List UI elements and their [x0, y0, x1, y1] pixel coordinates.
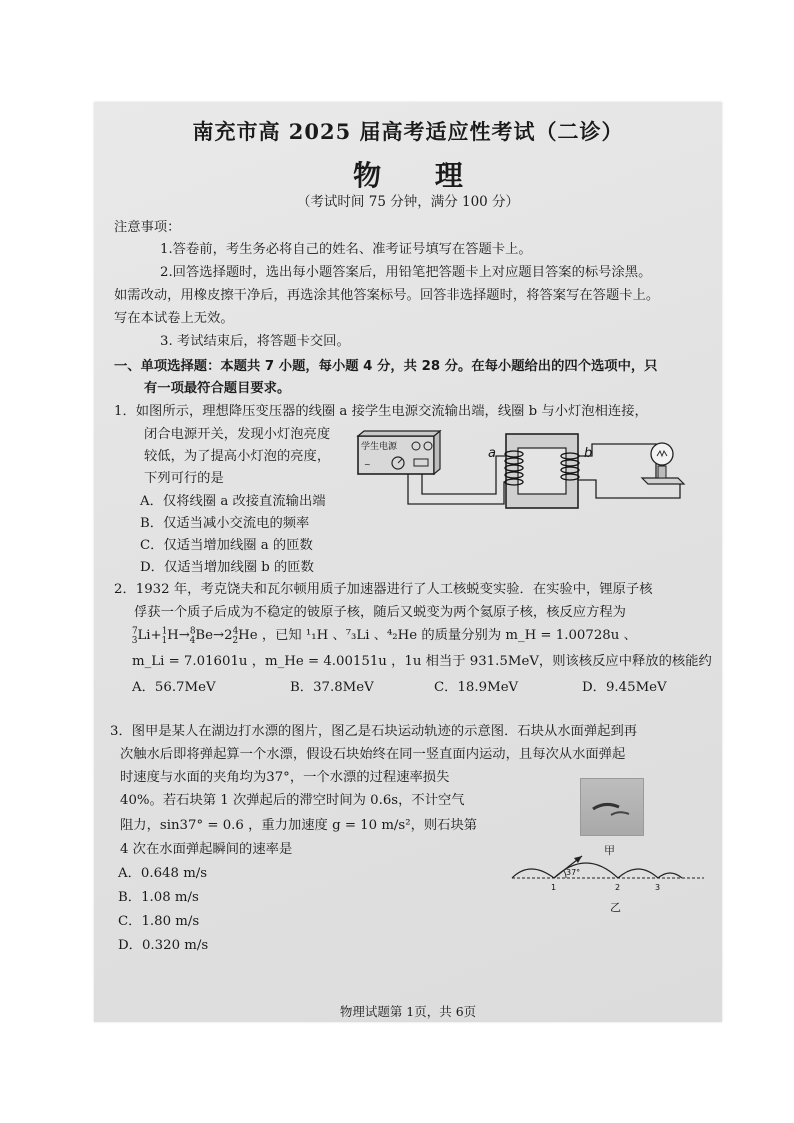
- q3-stem-5: 阻力，sin37° = 0.6 ，重力加速度 g = 10 m/s²，则石块第: [120, 818, 478, 833]
- q3-stem-3: 时速度与水面的夹角均为37°，一个水漂的过程速率损失: [120, 770, 450, 785]
- q3-stem-6: 4 次在水面弹起瞬间的速率是: [120, 842, 293, 857]
- svg-text:~: ~: [364, 460, 371, 469]
- trajectory-arc-2: [618, 869, 658, 878]
- figure-yi-label: 乙: [610, 901, 621, 914]
- transformer-circuit-figure: [356, 426, 686, 512]
- bulb-base: [642, 478, 684, 484]
- q1-stem: 1．如图所示，理想降压变压器的线圈 a 接学生电源交流输出端，线圈 b 与小灯泡相连接，: [114, 404, 648, 419]
- angle-label: 37°: [566, 868, 581, 877]
- q3-stem-2: 次触水后即将弹起算一个水漂，假设石块始终在同一竖直面内运动，且每次从水面弹起: [120, 747, 626, 762]
- q3-option-d: D．0.320 m/s: [118, 938, 209, 953]
- q2-option-c: C．18.9MeV: [434, 680, 519, 695]
- light-bulb: [651, 443, 673, 465]
- nuclear-equation: $^7_3Li+^1_1H\to^8_4Be\to 2^4_2He$: [131, 626, 258, 646]
- q3-stem-4: 40%。若石块第 1 次弹起后的滞空时间为 0.6s，不计空气: [120, 793, 465, 808]
- stone-skipping-photo: [580, 778, 644, 836]
- point-2-label: 2: [615, 883, 621, 892]
- notice-item-2-end: 写在本试卷上无效。: [114, 311, 234, 326]
- notice-item-2: 2.回答选择题时，选出每小题答案后，用铅笔把答题卡上对应题目答案的标号涂黑。: [160, 265, 652, 280]
- notice-item-1: 1.答卷前，考生务必将自己的姓名、准考证号填写在答题卡上。: [160, 242, 532, 257]
- q1-option-d: D．仅适当增加线圈 b 的匝数: [140, 560, 314, 575]
- subject-title: 物 理: [353, 159, 485, 192]
- q1-option-c: C．仅适当增加线圈 a 的匝数: [140, 538, 313, 553]
- stone-trajectory-figure: [508, 846, 708, 904]
- trajectory-arc-3: [658, 873, 682, 878]
- section-1-heading-cont: 有一项最符合题目要求。: [144, 381, 291, 396]
- q2-option-b: B．37.8MeV: [290, 680, 374, 695]
- q2-option-a: A．56.7MeV: [132, 680, 216, 695]
- point-3-label: 3: [655, 883, 661, 892]
- q1-stem-4: 下列可行的是: [144, 471, 224, 486]
- q3-option-b: B．1.08 m/s: [118, 890, 199, 905]
- q2-stem: 2．1932 年，考克饶夫和瓦尔顿用质子加速器进行了人工核蜕变实验．在实验中，锂原子核: [114, 582, 653, 597]
- q1-stem-3: 较低，为了提高小灯泡的亮度，: [144, 449, 331, 464]
- q2-equation-line: [132, 624, 637, 646]
- figure-jia-label: 甲: [604, 844, 615, 857]
- notices-heading: 注意事项：: [114, 220, 181, 235]
- coil-b-label: b: [584, 446, 593, 461]
- exam-title: 南充市高 2025 届高考适应性考试（二诊）: [192, 119, 624, 144]
- section-1-heading: 一、单项选择题：本题共 7 小题，每小题 4 分，共 28 分。在每小题给出的四个选项中，只: [114, 359, 658, 374]
- power-supply-label: 学生电源: [361, 442, 398, 452]
- q1-option-a: A．仅将线圈 a 改接直流输出端: [140, 494, 326, 509]
- q1-option-b: B．仅适当减小交流电的频率: [140, 516, 310, 531]
- point-1-label: 1: [551, 883, 557, 892]
- q2-stem-2: 俘获一个质子后成为不稳定的铍原子核，随后又蜕变为两个氦原子核，核反应方程为: [134, 605, 626, 620]
- q2-option-d: D．9.45MeV: [582, 680, 667, 695]
- q3-option-c: C．1.80 m/s: [118, 914, 200, 929]
- q3-stem: 3．图甲是某人在湖边打水漂的图片，图乙是石块运动轨迹的示意图．石块从水面弹起到再: [110, 724, 638, 739]
- q2-stem-4: m_Li = 7.01601u ，m_He = 4.00151u ，1u 相当于 931.5MeV，则该核反应中释放的核能约: [132, 654, 712, 669]
- notice-item-3: 3. 考试结束后，将答题卡交回。: [160, 334, 350, 349]
- exam-paper: [94, 102, 722, 1022]
- exam-info: （考试时间 75 分钟，满分 100 分）: [296, 194, 520, 210]
- q2-stem-3: ，已知 ¹₁H 、⁷₃Li 、⁴₂He 的质量分别为 m_H = 1.00728u 、: [261, 628, 637, 643]
- notice-item-2-cont: 如需改动，用橡皮擦干净后，再选涂其他答案标号。回答非选择题时，将答案写在答题卡上。: [114, 288, 660, 303]
- q1-stem-2: 闭合电源开关，发现小灯泡亮度: [144, 427, 331, 442]
- page-footer: 物理试题第 1页，共 6页: [339, 1004, 477, 1019]
- q3-option-a: A．0.648 m/s: [118, 866, 208, 881]
- coil-a-label: a: [488, 446, 496, 461]
